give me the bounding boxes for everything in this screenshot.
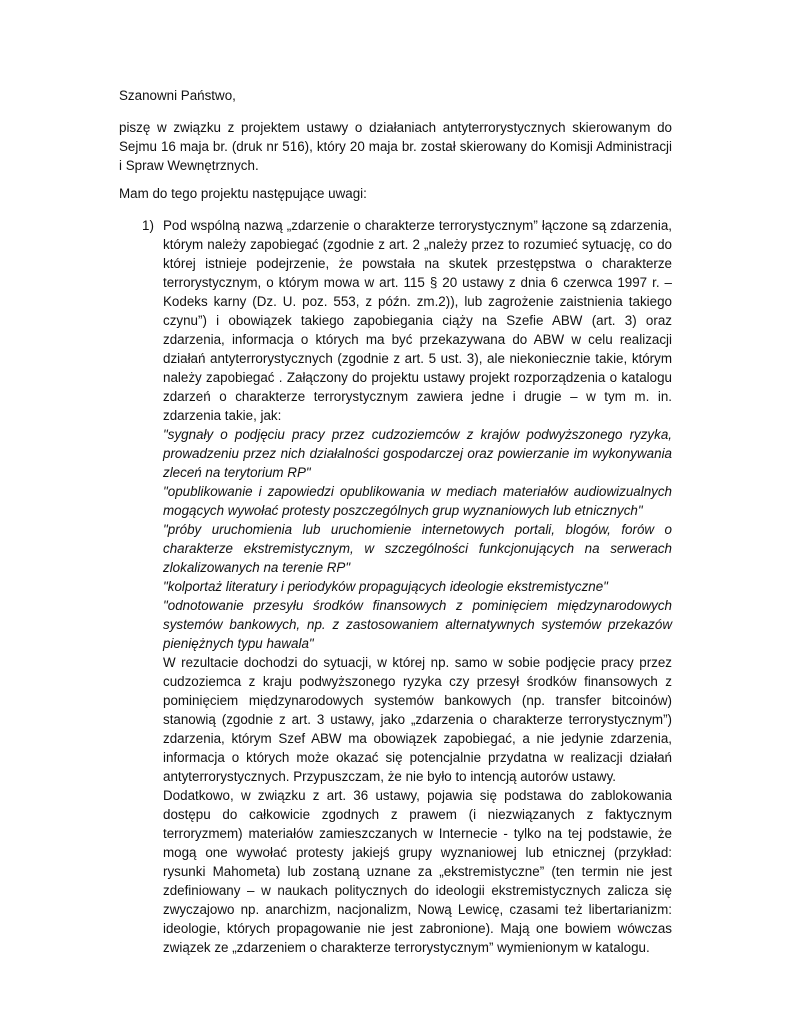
result-paragraph: W rezultacie dochodzi do sytuacji, w której np. samo w sobie podjęcie pracy przez cudzoziemca z kraju podwyższonego ryzyka czy przesył środków finansowych z pominięciem międzynarodowych systemów bankowych (np. transfer bitcoinów) stanowią (zgodnie z art. 3 ustawy, jako „zdarzenia o charakterze terrorystycznym”) zdarzenia, którym Szef ABW ma obowiązek zapobiegać, a nie jedynie zdarzenia, informacja o których może okazać się potencjalnie przydatna w realizacji działań antyterrorystycznych. Przypuszczam, że nie było to intencją autorów ustawy. (163, 655, 672, 784)
item-main-paragraph: Pod wspólną nazwą „zdarzenie o charakterze terrorystycznym” łączone są zdarzenia, którym należy zapobiegać (zgodnie z art. 2 „należy przez to rozumieć sytuację, co do której istnieje podejrzenie, że powstała na skutek przestępstwa o charakterze terrorystycznym, o którym mowa w art. 115 § 20 ustawy z dnia 6 czerwca 1997 r. – Kodeks karny (Dz. U. poz. 553, z późn. zm.2)), lub zagrożenie zaistnienia takiego czynu”) i obowiązek takiego zapobiegania ciąży na Szefie ABW (art. 3) oraz zdarzenia, informacja o których ma być przekazywana do ABW w celu realizacji działań antyterrorystycznych (zgodnie z art. 5 ust. 3), ale niekoniecznie takie, którym należy zapobiegać . Załączony do projektu ustawy projekt rozporządzenia o katalogu zdarzeń o charakterze terrorystycznym zawiera jedne i drugie – w tym m. in. zdarzenia takie, jak: (163, 218, 672, 423)
quote-paragraph: "próby uruchomienia lub uruchomienie internetowych portali, blogów, forów o charakterze ekstremistycznym, w szczególności funkcjonujących na serwerach zlokalizowanych na terenie RP" (163, 522, 672, 575)
remarks-intro: Mam do tego projektu następujące uwagi: (119, 186, 367, 201)
greeting: Szanowni Państwo, (119, 88, 236, 103)
quote-paragraph: "odnotowanie przesyłu środków finansowych z pominięciem międzynarodowych systemów bankowych, np. z zastosowaniem alternatywnych systemów przekazów pieniężnych typu hawala" (163, 598, 672, 651)
quote-paragraph: "opublikowanie i zapowiedzi opublikowania w mediach materiałów audiowizualnych mogących wywołać protesty poszczególnych grup wyznaniowych lub etnicznych" (163, 484, 672, 518)
additional-paragraph: Dodatkowo, w związku z art. 36 ustawy, pojawia się podstawa do zablokowania dostępu do całkowicie zgodnych z prawem (i niezwiązanych z faktycznym terroryzmem) materiałów zamieszczanych w Internecie - tylko na tej podstawie, że mogą one wywołać protesty jakiejś grupy wyznaniowej lub etnicznej (przykład: rysunki Mahometa) lub zostaną uznane za „ekstremistyczne” (ten termin nie jest zdefiniowany – w naukach politycznych do ideologii ekstremistycznych zalicza się zwyczajowo np. anarchizm, nacjonalizm, Nową Lewicę, czasami też libertarianizm: ideologie, których propagowanie nie jest zabronione). Mają one bowiem wówczas związek ze „zdarzeniem o charakterze terrorystycznym” wymienionym w katalogu. (163, 788, 672, 955)
quote-paragraph: "kolportaż literatury i periodyków propagujących ideologie ekstremistyczne" (163, 579, 608, 594)
list-marker: 1) (142, 218, 154, 233)
quote-paragraph: "sygnały o podjęciu pracy przez cudzoziemców z krajów podwyższonego ryzyka, prowadzeniu przez nich działalności gospodarczej oraz powierzanie im wykonywania zleceń na terytorium RP" (163, 427, 672, 480)
intro-paragraph: piszę w związku z projektem ustawy o działaniach antyterrorystycznych skierowanym do Sejmu 16 maja br. (druk nr 516), który 20 maja br. został skierowany do Komisji Administracji i Spraw Wewnętrznych. (119, 120, 672, 173)
list-item (163, 216, 672, 957)
